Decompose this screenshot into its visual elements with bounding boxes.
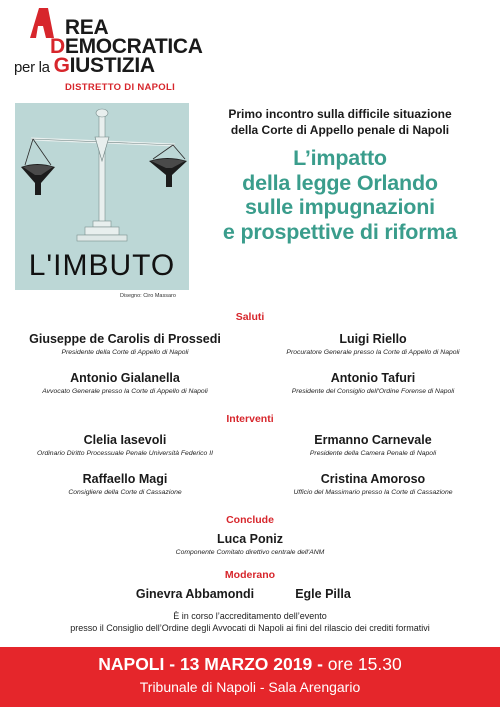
moderator-name: Ginevra Abbamondi [135, 587, 255, 601]
logo-line-2: DEMOCRATICA [50, 35, 203, 58]
speaker-role: Avvocato Generale presso la Corte di Appello di Napoli [42, 388, 208, 395]
event-date-line: NAPOLI - 13 MARZO 2019 - ore 15.30 [98, 654, 402, 674]
event-venue: Tribunale di Napoli - Sala Arengario [139, 679, 361, 695]
speaker-role: Componente Comitato direttivo centrale dell'ANM [175, 549, 325, 556]
speaker-role: Presidente della Camera Penale di Napoli [309, 450, 437, 457]
speaker-role: Ordinario Diritto Processuale Penale Università Federico II [36, 450, 214, 457]
speaker-role: Presidente della Corte di Appello di Napoli [61, 349, 189, 356]
event-title: L’impatto della legge Orlando sulle impugnazioni e prospettive di riforma [222, 146, 458, 244]
speaker-name: Antonio Tafuri [330, 371, 416, 385]
speaker-name: Clelia Iasevoli [83, 433, 167, 447]
logo-line-1: REA [64, 16, 109, 39]
image-caption: L'IMBUTO [28, 249, 176, 282]
section-conclude-heading: Conclude [226, 514, 274, 526]
speaker-role: Consigliere della Corte di Cassazione [68, 489, 182, 496]
speaker-name: Ermanno Carnevale [314, 433, 432, 447]
speaker-name: Antonio Gialanella [70, 371, 180, 385]
speaker-role: Presidente del Consiglio dell'Ordine Forense di Napoli [291, 388, 455, 395]
section-moderano-heading: Moderano [224, 569, 276, 581]
speaker-name: Raffaello Magi [82, 472, 168, 486]
logo-line-3: per la GIUSTIZIA [14, 54, 155, 77]
illustration-credit: Disegno: Ciro Massaro [120, 293, 176, 299]
accreditation-note: È in corso l’accreditamento dell’evento presso il Consiglio dell’Ordine degli Avvocati di Napoli ai fini del rilascio dei crediti formativi [70, 611, 430, 633]
moderator-name: Egle Pilla [295, 587, 351, 601]
speaker-name: Luigi Riello [339, 332, 407, 346]
speaker-role: Procuratore Generale presso la Corte di Appello di Napoli [286, 349, 460, 356]
section-saluti-heading: Saluti [235, 311, 265, 323]
funnel-scale-illustration [15, 103, 189, 290]
section-interventi-heading: Interventi [226, 413, 274, 425]
speaker-name: Luca Poniz [217, 532, 283, 546]
speaker-name: Giuseppe de Carolis di Prossedi [29, 332, 221, 346]
district-label: DISTRETTO DI NAPOLI [64, 82, 176, 93]
speaker-role: Ufficio del Massimario presso la Corte di Cassazione [293, 489, 453, 496]
speaker-name: Cristina Amoroso [320, 472, 426, 486]
event-subtitle: Primo incontro sulla difficile situazione della Corte di Appello penale di Napoli [228, 107, 452, 137]
